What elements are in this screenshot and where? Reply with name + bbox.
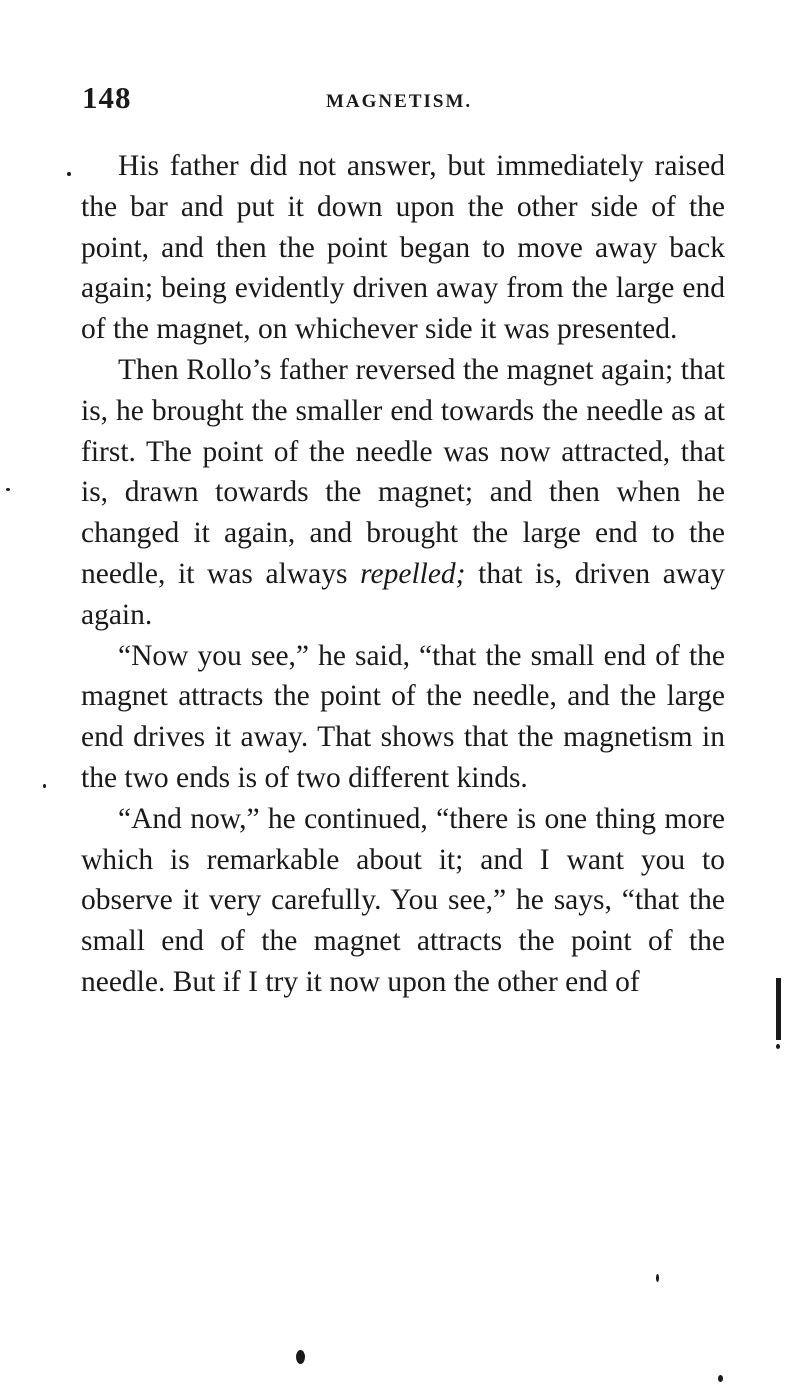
paragraph-4-text: “And now,” he continued, “there is one thing more which is remarkable about it; and I want you to observe it very carefully. You see,” he says, “that the small end of the magnet attracts the point of the needle. But if I try it now upon the other end of xyxy=(81,802,725,998)
paragraph-4 xyxy=(81,799,725,1003)
scan-speck xyxy=(656,1274,659,1282)
body-text xyxy=(81,146,725,1003)
paragraph-3 xyxy=(81,636,725,799)
scan-speck xyxy=(67,172,71,176)
running-head: MAGNETISM. xyxy=(326,91,473,112)
page-header xyxy=(82,80,722,124)
page-number: 148 xyxy=(82,80,132,115)
scan-speck xyxy=(43,784,46,788)
paragraph-2-text: Then Rollo’s father reversed the magnet again; that is, he brought the smaller end towards the needle as at first. The point of the needle was now attracted, that is, drawn towards the magnet; and then when he changed it again, and brought the large end to the needle, it was always xyxy=(81,353,725,590)
paragraph-2-tail: that is, driven away again. xyxy=(81,557,725,631)
paragraph-1-text: His father did not answer, but immediately raised the bar and put it down upon the other side of the point, and then the point began to move away back again; being evidently driven away from the large end of the magnet, on whichever side it was presented. xyxy=(81,150,725,346)
scan-edge-mark xyxy=(776,978,781,1040)
emphasis-repelled: repelled; xyxy=(360,557,466,590)
scan-speck xyxy=(296,1350,305,1364)
scan-speck xyxy=(718,1375,723,1382)
scan-speck xyxy=(776,1044,780,1049)
paragraph-2 xyxy=(81,350,725,636)
scan-speck xyxy=(6,488,10,491)
paragraph-3-text: “Now you see,” he said, “that the small end of the magnet attracts the point of the needle, and the large end drives it away. That shows that the magnetism in the two ends is of two different kinds. xyxy=(81,639,725,794)
paragraph-1 xyxy=(81,146,725,350)
